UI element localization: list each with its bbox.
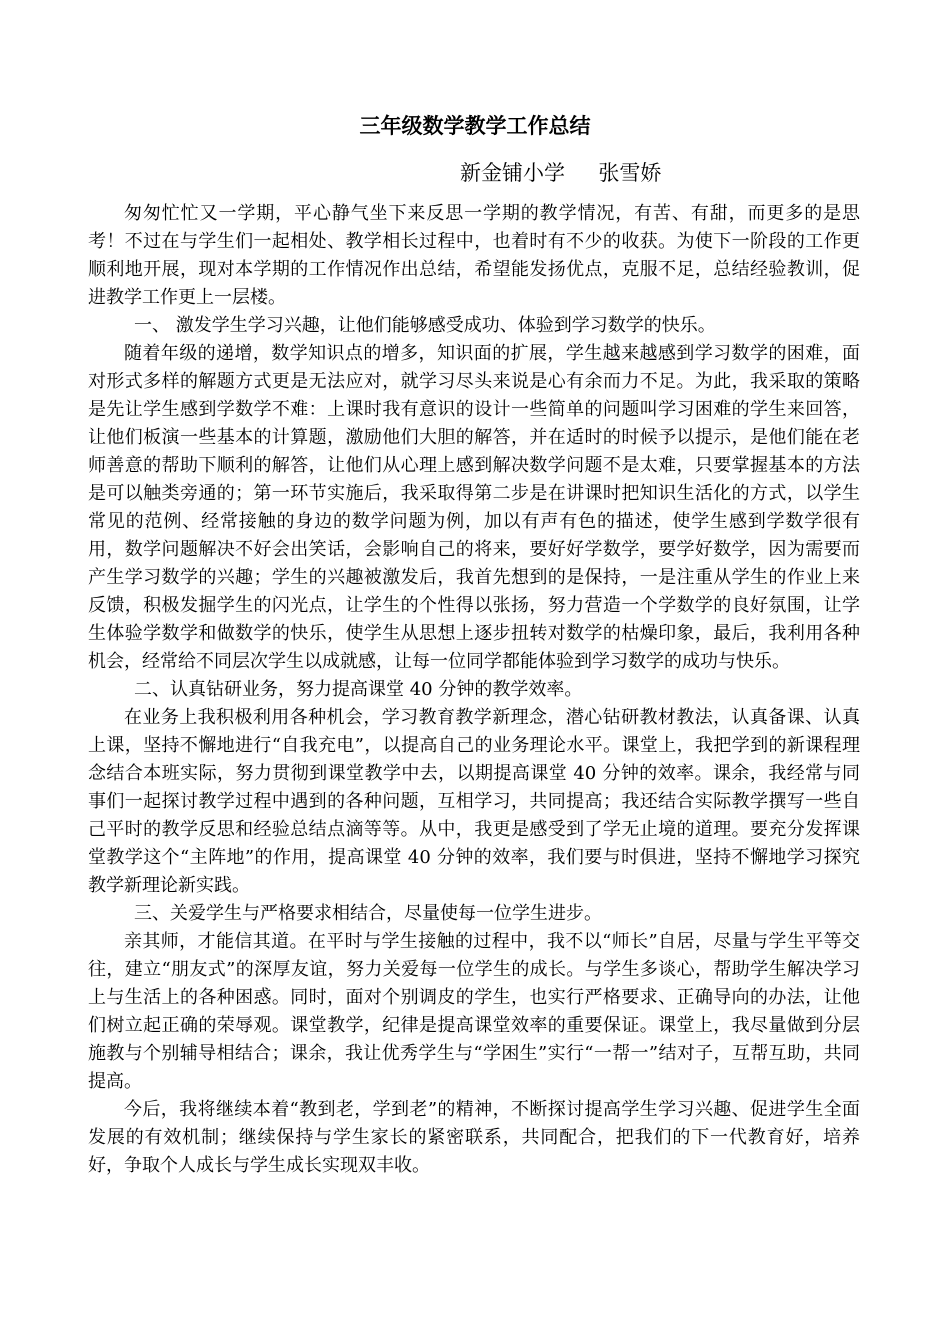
author-byline: 新金铺小学 张雪娇 [460, 161, 662, 185]
section-paragraph-3: 亲其师，才能信其道。在平时与学生接触的过程中，我不以“师长”自居，尽量与学生平等交往，建立“朋友式”的深厚友谊，努力关爱每一位学生的成长。与学生多谈心，帮助学生解决学习上与生活上的各种困惑。同时，面对个别调皮的学生，也实行严格要求、正确导向的办法，让他们树立起正确的荣辱观。课堂教学，纪律是提高课堂效率的重要保证。课堂上，我尽量做到分层施教与个别辅导相结合；课余，我让优秀学生与“学困生”实行“一帮一”结对子，互帮互助，共同提高。 [88, 931, 860, 1092]
document-body [88, 200, 860, 1180]
section-paragraph-1: 随着年级的递增，数学知识点的增多，知识面的扩展，学生越来越感到学习数学的困难，面对形式多样的解题方式更是无法应对，就学习尽头来说是心有余而力不足。为此，我采取的策略是先让学生感到学数学不难：上课时我有意识的设计一些简单的问题叫学习困难的学生来回答，让他们板演一些基本的计算题，激励他们大胆的解答，并在适时的时候予以提示，是他们能在老师善意的帮助下顺利的解答，让他们从心理上感到解决数学问题不是太难，只要掌握基本的方法是可以触类旁通的；第一环节实施后，我采取得第二步是在讲课时把知识生活化的方式，以学生常见的范例、经常接触的身边的数学问题为例，加以有声有色的描述，使学生感到学数学很有用，数学问题解决不好会出笑话，会影响自己的将来，要好好学数学，要学好数学，因为需要而产生学习数学的兴趣；学生的兴趣被激发后，我首先想到的是保持，一是注重从学生的作业上来反馈，积极发掘学生的闪光点，让学生的个性得以张扬，努力营造一个学数学的良好氛围，让学生体验学数学和做数学的快乐，使学生从思想上逐步扭转对数学的枯燥印象，最后，我利用各种机会，经常给不同层次学生以成就感，让每一位同学都能体验到学习数学的成功与快乐。 [88, 343, 860, 672]
document-title: 三年级数学教学工作总结 [359, 114, 591, 138]
closing-paragraph: 今后，我将继续本着“教到老，学到老”的精神，不断探讨提高学生学习兴趣、促进学生全面发展的有效机制；继续保持与学生家长的紧密联系，共同配合，把我们的下一代教育好，培养好，争取个人成长与学生成长实现双丰收。 [88, 1099, 860, 1176]
section-heading-3: 三、关爱学生与严格要求相结合，尽量使每一位学生进步。 [134, 903, 602, 924]
section-heading-1: 一、 激发学生学习兴趣，让他们能够感受成功、体验到学习数学的快乐。 [134, 315, 716, 336]
intro-paragraph: 匆匆忙忙又一学期，平心静气坐下来反思一学期的教学情况，有苦、有甜，而更多的是思考！不过在与学生们一起相处、教学相长过程中，也着时有不少的收获。为使下一阶段的工作更顺利地开展，现对本学期的工作情况作出总结，希望能发扬优点，克服不足，总结经验教训，促进教学工作更上一层楼。 [88, 203, 860, 308]
section-paragraph-2: 在业务上我积极利用各种机会，学习教育教学新理念，潜心钻研教材教法，认真备课、认真上课，坚持不懈地进行“自我充电”，以提高自己的业务理论水平。课堂上，我把学到的新课程理念结合本班实际，努力贯彻到课堂教学中去，以期提高课堂 40 分钟的效率。课余，我经常与同事们一起探讨教学过程中遇到的各种问题，互相学习，共同提高；我还结合实际教学撰写一些自己平时的教学反思和经验总结点滴等等。从中，我更是感受到了学无止境的道理。要充分发挥课堂教学这个“主阵地”的作用，提高课堂 40 分钟的效率，我们要与时俱进，坚持不懈地学习探究教学新理论新实践。 [88, 707, 860, 896]
section-heading-2: 二、认真钻研业务，努力提高课堂 40 分钟的教学效率。 [134, 679, 583, 700]
